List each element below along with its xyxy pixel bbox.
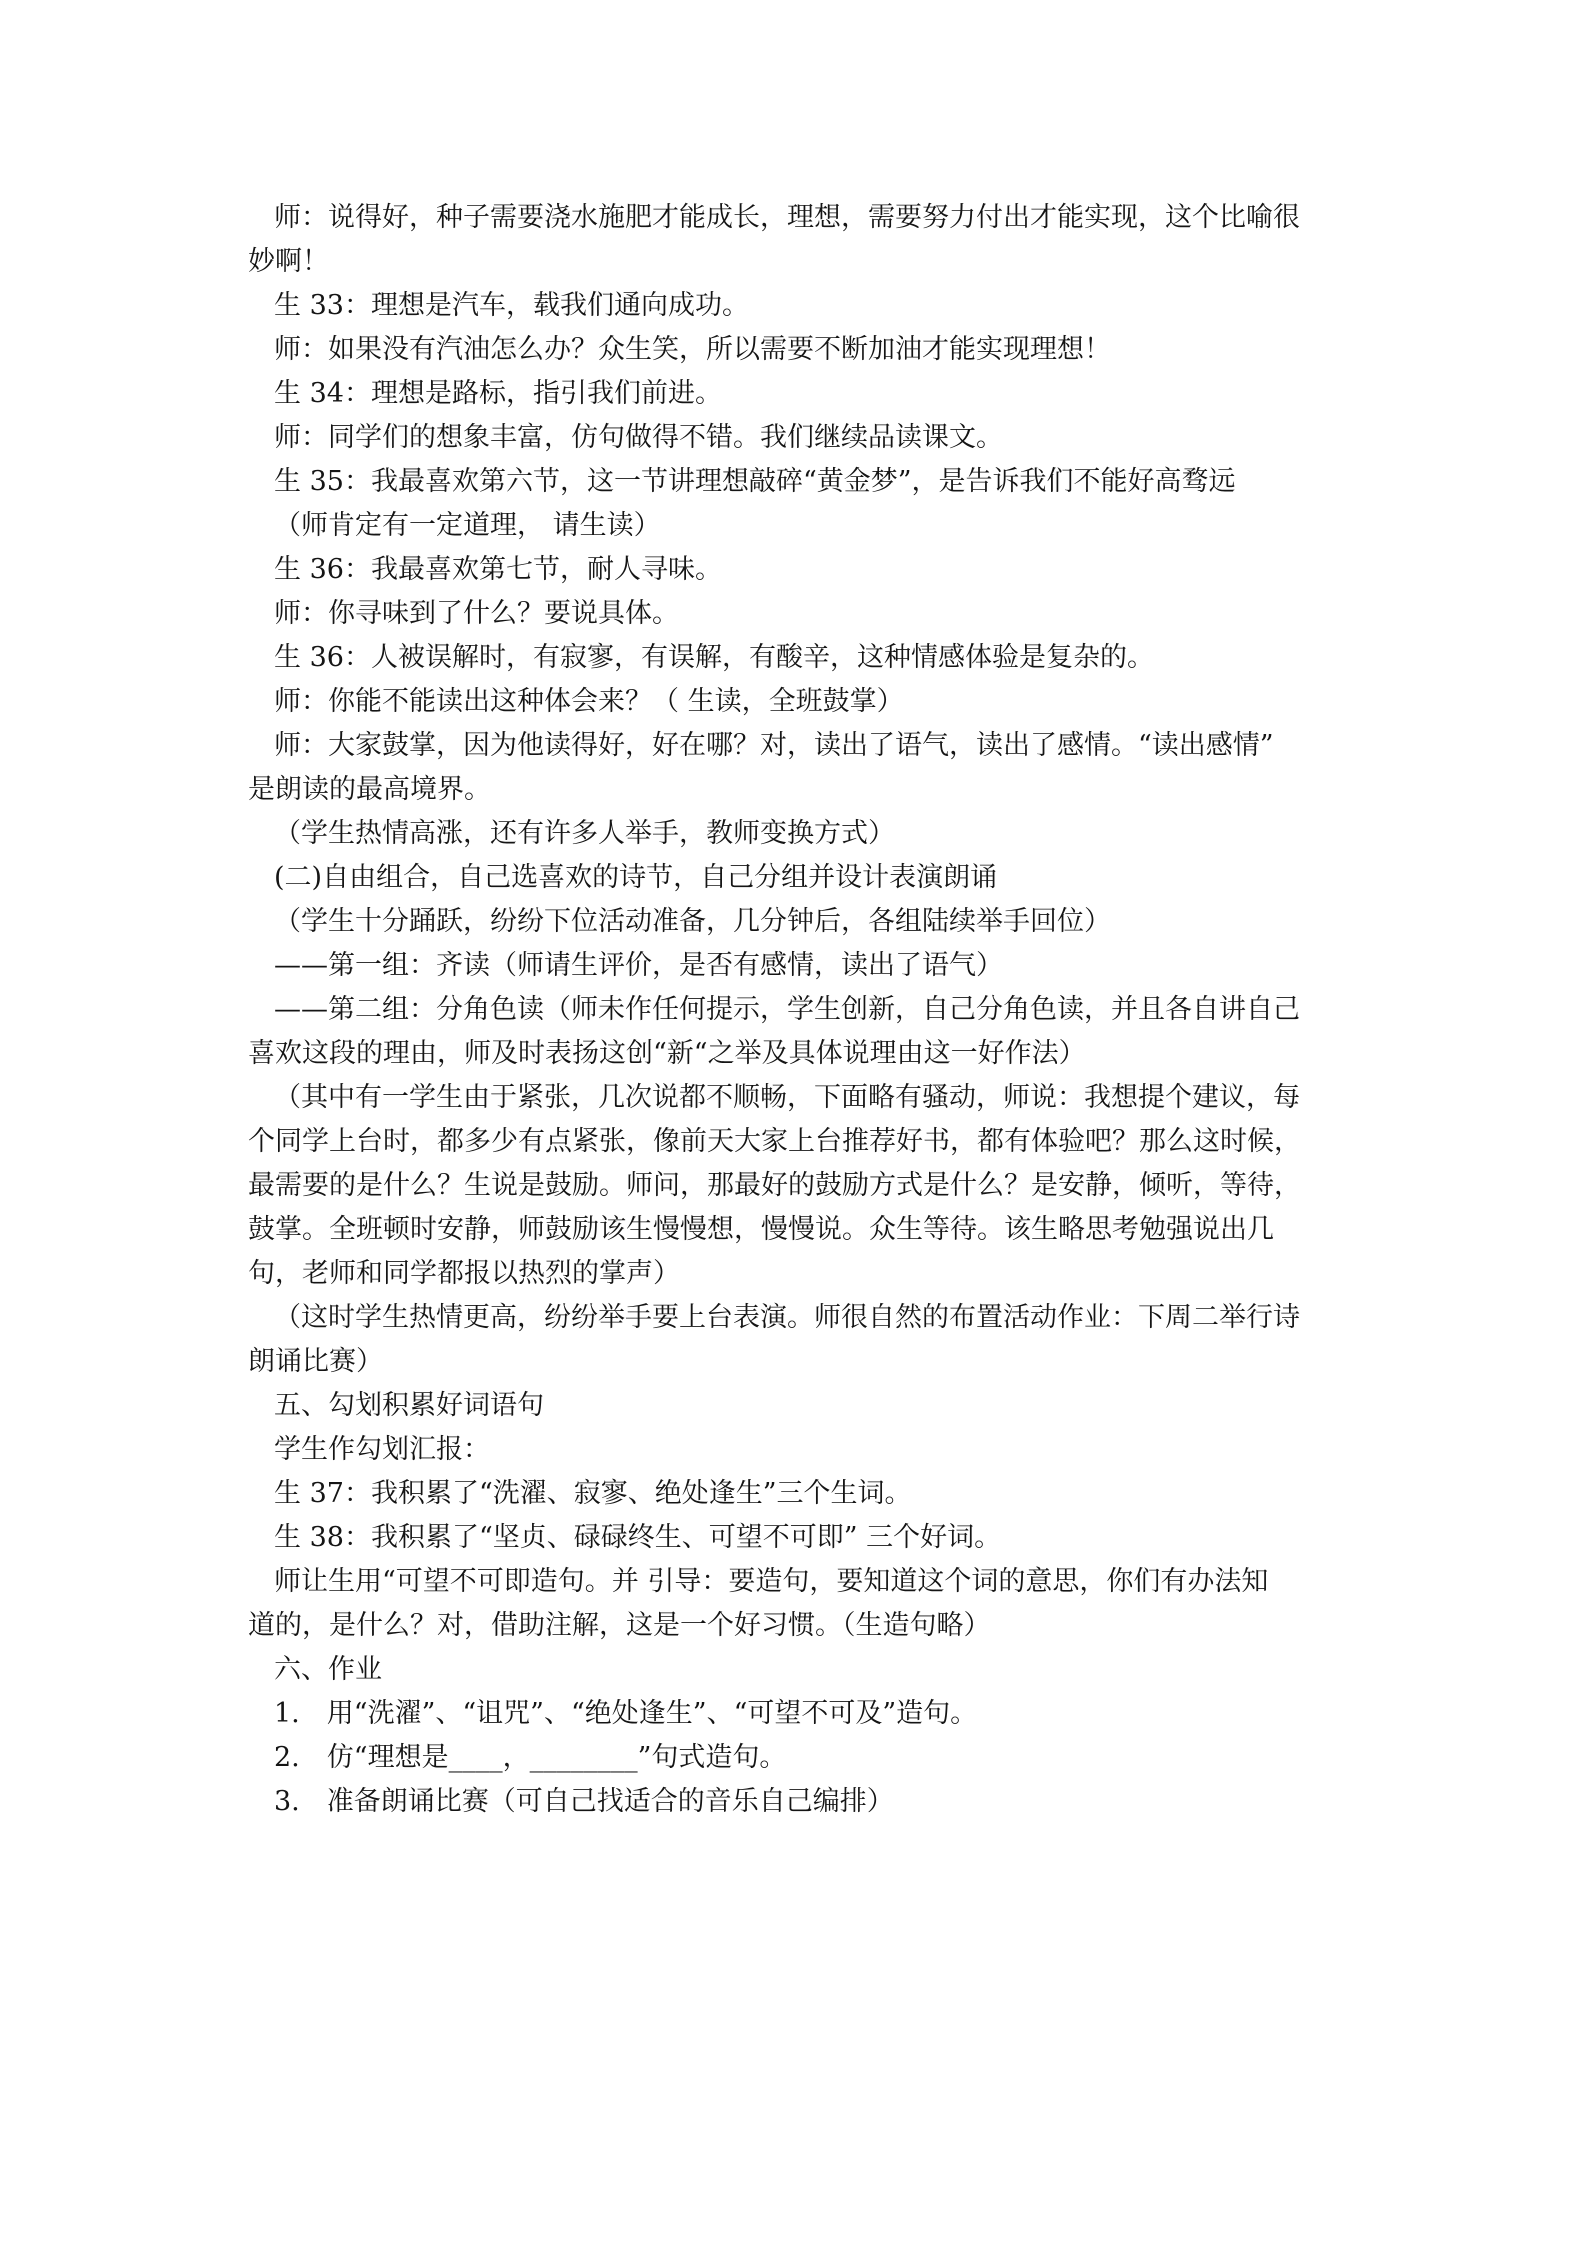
text-line: 1. 用“洗濯”、“诅咒”、“绝处逢生”、“可望不可及”造句。 [274, 1698, 978, 1729]
text-line: 个同学上台时，都多少有点紧张，像前天大家上台推荐好书，都有体验吧？那么这时候， [248, 1126, 1301, 1157]
text-line: 生 35：我最喜欢第六节，这一节讲理想敲碎“黄金梦”，是告诉我们不能好高骛远 [274, 466, 1236, 497]
text-line: 2. 仿“理想是____，________”句式造句。 [274, 1742, 787, 1773]
text-line: （其中有一学生由于紧张，几次说都不顺畅，下面略有骚动，师说：我想提个建议，每 [274, 1082, 1300, 1113]
text-line: ——第二组：分角色读（师未作任何提示，学生创新，自己分角色读，并且各自讲自己 [274, 994, 1300, 1025]
text-line: 六、作业 [274, 1654, 382, 1685]
text-line: 是朗读的最高境界。 [248, 774, 491, 805]
text-line: 鼓掌。全班顿时安静，师鼓励该生慢慢想，慢慢说。众生等待。该生略思考勉强说出几 [248, 1214, 1274, 1245]
text-line: 师：你寻味到了什么？要说具体。 [274, 598, 679, 629]
text-line: 师：同学们的想象丰富，仿句做得不错。我们继续品读课文。 [274, 422, 1003, 453]
text-line: 生 36：我最喜欢第七节，耐人寻味。 [274, 554, 722, 585]
text-line: 五、勾划积累好词语句 [274, 1390, 544, 1421]
text-line: 最需要的是什么？生说是鼓励。师问，那最好的鼓励方式是什么？是安静，倾听，等待， [248, 1170, 1301, 1201]
text-line: （学生热情高涨，还有许多人举手，教师变换方式） [274, 818, 895, 849]
text-line: 道的，是什么？对，借助注解，这是一个好习惯。（生造句略） [248, 1610, 991, 1641]
text-line: (二)自由组合，自己选喜欢的诗节，自己分组并设计表演朗诵 [274, 862, 998, 893]
text-line: 生 37：我积累了“洗濯、寂寥、绝处逢生”三个生词。 [274, 1478, 912, 1509]
text-line: 师：你能不能读出这种体会来？（ 生读，全班鼓掌） [274, 686, 904, 717]
document-body [248, 196, 1348, 1824]
text-line: ——第一组：齐读（师请生评价，是否有感情，读出了语气） [274, 950, 1003, 981]
text-line: 师让生用“可望不可即造句。并 引导：要造句，要知道这个词的意思，你们有办法知 [274, 1566, 1269, 1597]
text-line: 师：说得好，种子需要浇水施肥才能成长，理想，需要努力付出才能实现，这个比喻很 [274, 202, 1300, 233]
text-line: 朗诵比赛） [248, 1346, 383, 1377]
text-line: 妙啊！ [248, 246, 329, 277]
text-line: （师肯定有一定道理， 请生读） [274, 510, 661, 541]
text-line: 生 36：人被误解时，有寂寥，有误解，有酸辛，这种情感体验是复杂的。 [274, 642, 1154, 673]
text-line: 喜欢这段的理由，师及时表扬这创“新“之举及具体说理由这一好作法） [248, 1038, 1086, 1069]
text-line: （这时学生热情更高，纷纷举手要上台表演。师很自然的布置活动作业：下周二举行诗 [274, 1302, 1300, 1333]
text-line: 生 34：理想是路标，指引我们前进。 [274, 378, 722, 409]
text-line: 生 33：理想是汽车，载我们通向成功。 [274, 290, 749, 321]
text-line: 学生作勾划汇报： [274, 1434, 490, 1465]
text-line: 3. 准备朗诵比赛（可自己找适合的音乐自己编排） [274, 1786, 894, 1817]
text-line: （学生十分踊跃，纷纷下位活动准备，几分钟后，各组陆续举手回位） [274, 906, 1111, 937]
text-line: 句，老师和同学都报以热烈的掌声） [248, 1258, 680, 1289]
text-line: 生 38：我积累了“坚贞、碌碌终生、可望不可即” 三个好词。 [274, 1522, 1002, 1553]
text-line: 师：大家鼓掌，因为他读得好，好在哪？对，读出了语气，读出了感情。“读出感情” [274, 730, 1274, 761]
text-line: 师：如果没有汽油怎么办？众生笑，所以需要不断加油才能实现理想！ [274, 334, 1111, 365]
